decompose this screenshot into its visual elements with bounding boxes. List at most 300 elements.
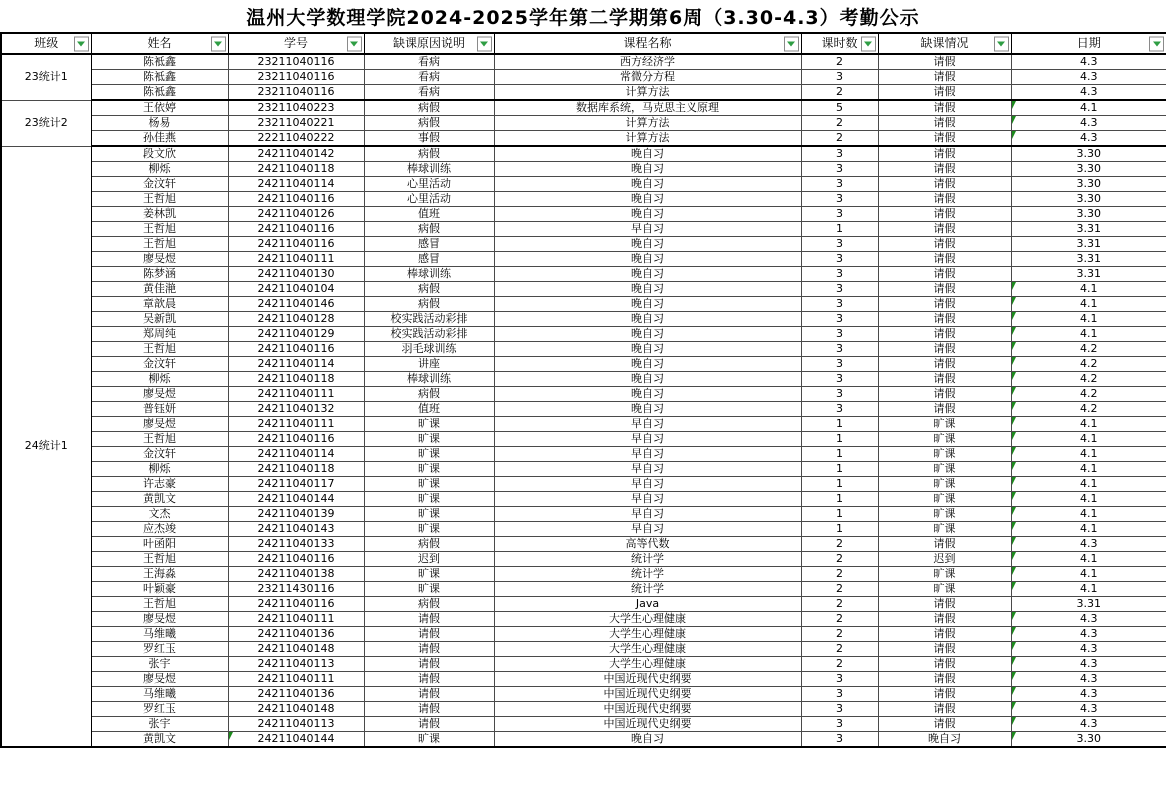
cell-status: 请假 bbox=[878, 357, 1011, 372]
cell-date: 4.1 bbox=[1011, 477, 1166, 492]
cell-course: 中国近现代史纲要 bbox=[494, 672, 801, 687]
cell-hours: 3 bbox=[801, 372, 878, 387]
cell-reason: 旷课 bbox=[364, 417, 494, 432]
cell-hours: 2 bbox=[801, 612, 878, 627]
cell-hours: 2 bbox=[801, 537, 878, 552]
cell-reason: 旷课 bbox=[364, 732, 494, 748]
table-row bbox=[1, 192, 1166, 207]
cell-student-id: 23211040116 bbox=[228, 54, 364, 70]
cell-reason: 请假 bbox=[364, 717, 494, 732]
cell-reason: 病假 bbox=[364, 297, 494, 312]
cell-course: 中国近现代史纲要 bbox=[494, 702, 801, 717]
cell-name: 黄凯文 bbox=[91, 492, 228, 507]
cell-status: 请假 bbox=[878, 627, 1011, 642]
cell-course: 早自习 bbox=[494, 417, 801, 432]
cell-hours: 3 bbox=[801, 267, 878, 282]
cell-hours: 3 bbox=[801, 702, 878, 717]
cell-course: 晚自习 bbox=[494, 282, 801, 297]
cell-hours: 1 bbox=[801, 447, 878, 462]
cell-status: 请假 bbox=[878, 372, 1011, 387]
cell-hours: 3 bbox=[801, 312, 878, 327]
cell-name: 柳烁 bbox=[91, 462, 228, 477]
cell-reason: 请假 bbox=[364, 627, 494, 642]
cell-course: 高等代数 bbox=[494, 537, 801, 552]
cell-hours: 2 bbox=[801, 567, 878, 582]
column-header-course: 课程名称 bbox=[494, 33, 801, 54]
cell-date: 4.1 bbox=[1011, 282, 1166, 297]
cell-name: 廖旻煜 bbox=[91, 252, 228, 267]
cell-date: 4.1 bbox=[1011, 312, 1166, 327]
cell-name: 段文欣 bbox=[91, 146, 228, 162]
cell-date: 3.30 bbox=[1011, 732, 1166, 748]
cell-course: 早自习 bbox=[494, 432, 801, 447]
cell-date: 4.1 bbox=[1011, 582, 1166, 597]
cell-student-id: 24211040116 bbox=[228, 432, 364, 447]
cell-name: 王哲旭 bbox=[91, 342, 228, 357]
cell-name: 应杰竣 bbox=[91, 522, 228, 537]
cell-student-id: 23211040116 bbox=[228, 85, 364, 101]
cell-hours: 2 bbox=[801, 85, 878, 101]
cell-student-id: 24211040133 bbox=[228, 537, 364, 552]
cell-date: 3.31 bbox=[1011, 252, 1166, 267]
cell-reason: 值班 bbox=[364, 207, 494, 222]
cell-date: 4.1 bbox=[1011, 507, 1166, 522]
cell-course: 中国近现代史纲要 bbox=[494, 717, 801, 732]
cell-course: 早自习 bbox=[494, 507, 801, 522]
cell-hours: 3 bbox=[801, 282, 878, 297]
cell-student-id: 24211040130 bbox=[228, 267, 364, 282]
cell-name: 孙佳燕 bbox=[91, 131, 228, 147]
cell-student-id: 24211040126 bbox=[228, 207, 364, 222]
cell-student-id: 24211040116 bbox=[228, 597, 364, 612]
cell-reason: 旷课 bbox=[364, 567, 494, 582]
text-number-flag-icon bbox=[229, 732, 233, 740]
cell-course: 统计学 bbox=[494, 567, 801, 582]
cell-hours: 3 bbox=[801, 357, 878, 372]
cell-name: 罗红玉 bbox=[91, 702, 228, 717]
cell-course: 计算方法 bbox=[494, 131, 801, 147]
cell-status: 旷课 bbox=[878, 447, 1011, 462]
cell-course: 统计学 bbox=[494, 552, 801, 567]
cell-status: 晚自习 bbox=[878, 732, 1011, 748]
cell-date: 4.1 bbox=[1011, 522, 1166, 537]
cell-name: 黄佳滟 bbox=[91, 282, 228, 297]
cell-name: 姜林凯 bbox=[91, 207, 228, 222]
cell-name: 金汶轩 bbox=[91, 447, 228, 462]
cell-name: 金汶轩 bbox=[91, 177, 228, 192]
table-row bbox=[1, 116, 1166, 131]
cell-status: 请假 bbox=[878, 312, 1011, 327]
cell-reason: 请假 bbox=[364, 702, 494, 717]
cell-date: 4.3 bbox=[1011, 131, 1166, 147]
table-row bbox=[1, 85, 1166, 101]
cell-hours: 1 bbox=[801, 432, 878, 447]
cell-course: 中国近现代史纲要 bbox=[494, 687, 801, 702]
cell-reason: 请假 bbox=[364, 657, 494, 672]
cell-student-id: 24211040118 bbox=[228, 462, 364, 477]
text-number-flag-icon bbox=[1012, 507, 1016, 515]
table-row bbox=[1, 267, 1166, 282]
cell-course: 晚自习 bbox=[494, 312, 801, 327]
cell-date: 4.3 bbox=[1011, 657, 1166, 672]
cell-reason: 校实践活动彩排 bbox=[364, 312, 494, 327]
cell-hours: 2 bbox=[801, 627, 878, 642]
cell-hours: 3 bbox=[801, 252, 878, 267]
cell-student-id: 23211430116 bbox=[228, 582, 364, 597]
cell-date: 3.31 bbox=[1011, 237, 1166, 252]
cell-status: 请假 bbox=[878, 100, 1011, 116]
text-number-flag-icon bbox=[1012, 342, 1016, 350]
table-row bbox=[1, 477, 1166, 492]
cell-date: 4.1 bbox=[1011, 552, 1166, 567]
cell-reason: 旷课 bbox=[364, 522, 494, 537]
text-number-flag-icon bbox=[1012, 672, 1016, 680]
filter-dropdown-name[interactable] bbox=[211, 36, 226, 51]
cell-student-id: 24211040116 bbox=[228, 192, 364, 207]
cell-hours: 3 bbox=[801, 207, 878, 222]
cell-status: 请假 bbox=[878, 342, 1011, 357]
table-row bbox=[1, 402, 1166, 417]
text-number-flag-icon bbox=[1012, 567, 1016, 575]
cell-student-id: 24211040114 bbox=[228, 447, 364, 462]
cell-date: 4.1 bbox=[1011, 447, 1166, 462]
cell-name: 廖旻煜 bbox=[91, 672, 228, 687]
attendance-table bbox=[0, 32, 1166, 748]
text-number-flag-icon bbox=[1012, 537, 1016, 545]
cell-reason: 棒球训练 bbox=[364, 162, 494, 177]
cell-reason: 心里活动 bbox=[364, 192, 494, 207]
cell-reason: 讲座 bbox=[364, 357, 494, 372]
table-row bbox=[1, 672, 1166, 687]
cell-student-id: 24211040148 bbox=[228, 702, 364, 717]
cell-name: 王依婷 bbox=[91, 100, 228, 116]
cell-status: 请假 bbox=[878, 131, 1011, 147]
cell-hours: 1 bbox=[801, 492, 878, 507]
filter-dropdown-date[interactable] bbox=[1149, 36, 1164, 51]
cell-hours: 3 bbox=[801, 717, 878, 732]
filter-dropdown-status[interactable] bbox=[994, 36, 1009, 51]
table-row bbox=[1, 507, 1166, 522]
cell-hours: 1 bbox=[801, 507, 878, 522]
cell-status: 请假 bbox=[878, 597, 1011, 612]
cell-course: 晚自习 bbox=[494, 372, 801, 387]
cell-name: 马维曦 bbox=[91, 687, 228, 702]
cell-status: 请假 bbox=[878, 402, 1011, 417]
cell-hours: 3 bbox=[801, 687, 878, 702]
table-row bbox=[1, 417, 1166, 432]
filter-arrow-icon bbox=[1153, 41, 1161, 46]
cell-status: 请假 bbox=[878, 297, 1011, 312]
cell-student-id: 24211040104 bbox=[228, 282, 364, 297]
cell-name: 许志豪 bbox=[91, 477, 228, 492]
cell-reason: 病假 bbox=[364, 146, 494, 162]
cell-date: 4.1 bbox=[1011, 492, 1166, 507]
cell-course: 晚自习 bbox=[494, 237, 801, 252]
cell-hours: 3 bbox=[801, 672, 878, 687]
cell-hours: 1 bbox=[801, 462, 878, 477]
table-row bbox=[1, 462, 1166, 477]
cell-reason: 羽毛球训练 bbox=[364, 342, 494, 357]
table-row bbox=[1, 312, 1166, 327]
cell-name: 廖旻煜 bbox=[91, 612, 228, 627]
cell-hours: 3 bbox=[801, 177, 878, 192]
table-row bbox=[1, 717, 1166, 732]
text-number-flag-icon bbox=[1012, 282, 1016, 290]
cell-status: 旷课 bbox=[878, 522, 1011, 537]
cell-date: 4.3 bbox=[1011, 642, 1166, 657]
table-row bbox=[1, 687, 1166, 702]
cell-reason: 校实践活动彩排 bbox=[364, 327, 494, 342]
cell-student-id: 24211040136 bbox=[228, 627, 364, 642]
cell-student-id: 24211040118 bbox=[228, 372, 364, 387]
cell-student-id: 24211040146 bbox=[228, 297, 364, 312]
cell-name: 陈梦涵 bbox=[91, 267, 228, 282]
filter-arrow-icon bbox=[997, 41, 1005, 46]
text-number-flag-icon bbox=[1012, 357, 1016, 365]
cell-student-id: 24211040118 bbox=[228, 162, 364, 177]
cell-student-id: 24211040111 bbox=[228, 417, 364, 432]
cell-name: 陈袛鑫 bbox=[91, 85, 228, 101]
cell-hours: 3 bbox=[801, 162, 878, 177]
cell-student-id: 24211040144 bbox=[228, 732, 364, 748]
table-row bbox=[1, 552, 1166, 567]
cell-status: 请假 bbox=[878, 657, 1011, 672]
filter-arrow-icon bbox=[77, 41, 85, 46]
cell-reason: 病假 bbox=[364, 597, 494, 612]
table-row bbox=[1, 54, 1166, 70]
text-number-flag-icon bbox=[1012, 492, 1016, 500]
column-header-class: 班级 bbox=[1, 33, 91, 54]
cell-status: 旷课 bbox=[878, 417, 1011, 432]
cell-reason: 棒球训练 bbox=[364, 372, 494, 387]
text-number-flag-icon bbox=[1012, 417, 1016, 425]
cell-student-id: 23211040223 bbox=[228, 100, 364, 116]
filter-dropdown-class[interactable] bbox=[74, 36, 89, 51]
cell-name: 王哲旭 bbox=[91, 552, 228, 567]
cell-reason: 旷课 bbox=[364, 432, 494, 447]
cell-reason: 请假 bbox=[364, 612, 494, 627]
cell-reason: 看病 bbox=[364, 70, 494, 85]
filter-arrow-icon bbox=[214, 41, 222, 46]
filter-dropdown-hours[interactable] bbox=[861, 36, 876, 51]
cell-reason: 病假 bbox=[364, 282, 494, 297]
cell-reason: 请假 bbox=[364, 687, 494, 702]
cell-date: 4.2 bbox=[1011, 342, 1166, 357]
cell-reason: 值班 bbox=[364, 402, 494, 417]
filter-arrow-icon bbox=[864, 41, 872, 46]
cell-student-id: 24211040144 bbox=[228, 492, 364, 507]
cell-hours: 3 bbox=[801, 387, 878, 402]
cell-hours: 3 bbox=[801, 237, 878, 252]
text-number-flag-icon bbox=[1012, 522, 1016, 530]
text-number-flag-icon bbox=[1012, 387, 1016, 395]
cell-date: 3.30 bbox=[1011, 146, 1166, 162]
cell-course: 晚自习 bbox=[494, 402, 801, 417]
cell-status: 请假 bbox=[878, 192, 1011, 207]
table-row bbox=[1, 100, 1166, 116]
cell-hours: 1 bbox=[801, 222, 878, 237]
class-group-cell: 24统计1 bbox=[1, 146, 91, 747]
cell-date: 3.30 bbox=[1011, 192, 1166, 207]
table-row bbox=[1, 222, 1166, 237]
cell-reason: 请假 bbox=[364, 672, 494, 687]
cell-status: 请假 bbox=[878, 327, 1011, 342]
cell-name: 文杰 bbox=[91, 507, 228, 522]
cell-status: 请假 bbox=[878, 282, 1011, 297]
cell-name: 陈袛鑫 bbox=[91, 70, 228, 85]
cell-status: 请假 bbox=[878, 702, 1011, 717]
filter-dropdown-reason[interactable] bbox=[477, 36, 492, 51]
table-row bbox=[1, 597, 1166, 612]
cell-student-id: 24211040116 bbox=[228, 237, 364, 252]
cell-status: 请假 bbox=[878, 177, 1011, 192]
cell-status: 旷课 bbox=[878, 507, 1011, 522]
cell-status: 请假 bbox=[878, 267, 1011, 282]
cell-hours: 3 bbox=[801, 297, 878, 312]
cell-date: 4.1 bbox=[1011, 297, 1166, 312]
cell-name: 马维曦 bbox=[91, 627, 228, 642]
filter-arrow-icon bbox=[787, 41, 795, 46]
text-number-flag-icon bbox=[1012, 462, 1016, 470]
cell-status: 请假 bbox=[878, 717, 1011, 732]
cell-status: 旷课 bbox=[878, 582, 1011, 597]
cell-status: 请假 bbox=[878, 162, 1011, 177]
cell-status: 请假 bbox=[878, 687, 1011, 702]
cell-course: 大学生心理健康 bbox=[494, 642, 801, 657]
cell-hours: 2 bbox=[801, 131, 878, 147]
cell-name: 王海淼 bbox=[91, 567, 228, 582]
cell-date: 4.2 bbox=[1011, 402, 1166, 417]
cell-course: Java bbox=[494, 597, 801, 612]
class-group-cell: 23统计2 bbox=[1, 100, 91, 146]
cell-student-id: 24211040111 bbox=[228, 387, 364, 402]
cell-student-id: 24211040116 bbox=[228, 342, 364, 357]
cell-name: 廖旻煜 bbox=[91, 387, 228, 402]
cell-name: 章歆晨 bbox=[91, 297, 228, 312]
cell-student-id: 24211040111 bbox=[228, 672, 364, 687]
table-row bbox=[1, 131, 1166, 147]
table-body bbox=[1, 54, 1166, 747]
text-number-flag-icon bbox=[1012, 732, 1016, 740]
cell-hours: 5 bbox=[801, 100, 878, 116]
cell-status: 请假 bbox=[878, 207, 1011, 222]
cell-name: 金汶轩 bbox=[91, 357, 228, 372]
cell-hours: 2 bbox=[801, 642, 878, 657]
text-number-flag-icon bbox=[1012, 101, 1016, 109]
cell-date: 4.1 bbox=[1011, 432, 1166, 447]
cell-student-id: 24211040113 bbox=[228, 657, 364, 672]
table-row bbox=[1, 297, 1166, 312]
text-number-flag-icon bbox=[1012, 702, 1016, 710]
table-row bbox=[1, 522, 1166, 537]
cell-date: 4.1 bbox=[1011, 327, 1166, 342]
cell-course: 晚自习 bbox=[494, 297, 801, 312]
table-row bbox=[1, 146, 1166, 162]
cell-name: 叶函阳 bbox=[91, 537, 228, 552]
table-row bbox=[1, 642, 1166, 657]
column-header-date: 日期 bbox=[1011, 33, 1166, 54]
cell-date: 4.3 bbox=[1011, 54, 1166, 70]
cell-date: 3.31 bbox=[1011, 597, 1166, 612]
filter-dropdown-course[interactable] bbox=[784, 36, 799, 51]
cell-reason: 旷课 bbox=[364, 582, 494, 597]
cell-status: 请假 bbox=[878, 642, 1011, 657]
cell-date: 4.1 bbox=[1011, 462, 1166, 477]
cell-date: 3.30 bbox=[1011, 207, 1166, 222]
cell-student-id: 24211040143 bbox=[228, 522, 364, 537]
text-number-flag-icon bbox=[1012, 657, 1016, 665]
cell-status: 请假 bbox=[878, 116, 1011, 131]
cell-date: 4.1 bbox=[1011, 417, 1166, 432]
cell-student-id: 24211040114 bbox=[228, 177, 364, 192]
page-title: 温州大学数理学院2024-2025学年第二学期第6周（3.30-4.3）考勤公示 bbox=[246, 6, 920, 29]
cell-reason: 旷课 bbox=[364, 447, 494, 462]
cell-date: 4.3 bbox=[1011, 687, 1166, 702]
cell-reason: 棒球训练 bbox=[364, 267, 494, 282]
cell-hours: 1 bbox=[801, 417, 878, 432]
cell-student-id: 23211040221 bbox=[228, 116, 364, 131]
cell-student-id: 24211040111 bbox=[228, 612, 364, 627]
cell-name: 普钰妍 bbox=[91, 402, 228, 417]
cell-course: 常微分方程 bbox=[494, 70, 801, 85]
cell-course: 晚自习 bbox=[494, 342, 801, 357]
cell-name: 黄凯文 bbox=[91, 732, 228, 748]
cell-date: 3.30 bbox=[1011, 162, 1166, 177]
cell-status: 请假 bbox=[878, 222, 1011, 237]
table-row bbox=[1, 447, 1166, 462]
cell-name: 陈袛鑫 bbox=[91, 54, 228, 70]
cell-name: 王哲旭 bbox=[91, 597, 228, 612]
cell-hours: 3 bbox=[801, 402, 878, 417]
cell-hours: 3 bbox=[801, 327, 878, 342]
text-number-flag-icon bbox=[1012, 582, 1016, 590]
cell-name: 罗红玉 bbox=[91, 642, 228, 657]
cell-date: 4.3 bbox=[1011, 85, 1166, 101]
cell-student-id: 24211040132 bbox=[228, 402, 364, 417]
cell-date: 4.3 bbox=[1011, 717, 1166, 732]
text-number-flag-icon bbox=[1012, 642, 1016, 650]
cell-course: 大学生心理健康 bbox=[494, 627, 801, 642]
cell-status: 旷课 bbox=[878, 432, 1011, 447]
cell-date: 3.31 bbox=[1011, 267, 1166, 282]
filter-arrow-icon bbox=[350, 41, 358, 46]
cell-name: 王哲旭 bbox=[91, 222, 228, 237]
cell-student-id: 24211040117 bbox=[228, 477, 364, 492]
cell-status: 请假 bbox=[878, 612, 1011, 627]
cell-name: 吴新凯 bbox=[91, 312, 228, 327]
header-row bbox=[1, 33, 1166, 54]
cell-course: 早自习 bbox=[494, 477, 801, 492]
cell-course: 早自习 bbox=[494, 462, 801, 477]
cell-reason: 事假 bbox=[364, 131, 494, 147]
cell-status: 请假 bbox=[878, 387, 1011, 402]
cell-reason: 感冒 bbox=[364, 252, 494, 267]
cell-hours: 3 bbox=[801, 70, 878, 85]
cell-status: 旷课 bbox=[878, 477, 1011, 492]
cell-student-id: 22211040222 bbox=[228, 131, 364, 147]
cell-status: 请假 bbox=[878, 252, 1011, 267]
filter-dropdown-student-id[interactable] bbox=[347, 36, 362, 51]
cell-hours: 2 bbox=[801, 116, 878, 131]
cell-status: 请假 bbox=[878, 537, 1011, 552]
cell-hours: 3 bbox=[801, 732, 878, 748]
cell-course: 晚自习 bbox=[494, 192, 801, 207]
table-row bbox=[1, 582, 1166, 597]
cell-reason: 旷课 bbox=[364, 507, 494, 522]
cell-course: 晚自习 bbox=[494, 252, 801, 267]
cell-student-id: 24211040116 bbox=[228, 222, 364, 237]
cell-name: 叶颖豪 bbox=[91, 582, 228, 597]
